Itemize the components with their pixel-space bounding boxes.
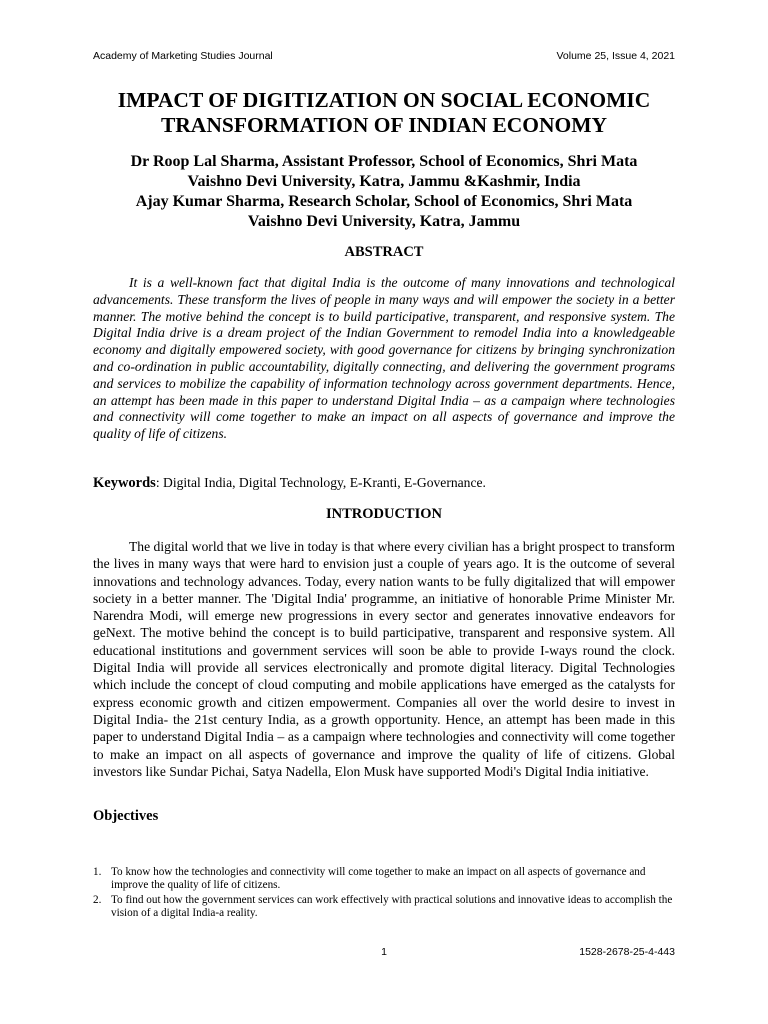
list-item-text: To know how the technologies and connectivity will come together to make an impact on all aspects of governance and improve the quality of life of citizens. [111, 866, 646, 892]
list-item-number: 2. [93, 893, 102, 906]
abstract-text: It is a well-known fact that digital India is the outcome of many innovations and technological advancements. These transform the lives of people in many ways and will empower the society in a better manner. The motive behind the concept is to build participative, transparent, and responsive system. The Digital India drive is a dream project of the Indian Government to remodel India into a knowledgeable economy and digitally empowered society, with good governance for citizens by bringing synchronization and co-ordination in public accountability, digitally connecting, and delivering the government programs and services to mobilize the capability of information technology across government departments. Hence, an attempt has been made in this paper to understand Digital India – as a campaign where technologies and connectivity will come together to make an impact on all aspects of governance and improve the quality of life of citizens. [93, 275, 675, 442]
abstract-heading: ABSTRACT [344, 244, 424, 260]
title-line-1: IMPACT OF DIGITIZATION ON SOCIAL ECONOMIC [117, 88, 651, 112]
paper-title [80, 88, 688, 138]
author-block [80, 152, 688, 232]
author-line-4: Vaishno Devi University, Katra, Jammu [247, 213, 521, 230]
author-line-1: Dr Roop Lal Sharma, Assistant Professor, School of Economics, Shri Mata [130, 153, 638, 170]
keywords [93, 475, 675, 492]
introduction-text: The digital world that we live in today is that where every civilian has a bright prospect to transform the lives in many ways that were hard to envision just a couple of years ago. It is the outcome of several innovations and technology advances. Today, every nation wants to be fully digitalized that will empower society in a better manner. The 'Digital India' programme, an initiative of honorable Prime Minister Mr. Narendra Modi, will emerge new progressions in every sector and generates innovative endeavors for geNext. The motive behind the concept is to build participative, transparent and responsive system. All educational institutions and government services will soon be able to provide I-ways round the clock. Digital India will provide all services electronically and promote digital literacy. Digital Technologies which include the concept of cloud computing and mobile applications have emerged as the catalysts for express economic growth and citizen empowerment. Companies all over the world desire to invest in Digital India- the 21st century India, as a growth opportunity. Hence, an attempt has been made in this paper to understand Digital India – as a campaign where technologies and connectivity will come together to make an impact on all aspects of governance and improve the quality of life of citizens. Global investors like Sundar Pichai, Satya Nadella, Elon Musk have supported Modi's Digital India initiative. [93, 539, 675, 779]
author-line-3: Ajay Kumar Sharma, Research Scholar, School of Economics, Shri Mata [135, 193, 633, 210]
objectives-heading: Objectives [93, 808, 159, 824]
list-item [93, 866, 675, 893]
list-item [93, 894, 675, 921]
keywords-text: : Digital India, Digital Technology, E-Kranti, E-Governance. [155, 475, 486, 490]
title-line-2: TRANSFORMATION OF INDIAN ECONOMY [160, 113, 608, 137]
volume-issue: Volume 25, Issue 4, 2021 [556, 50, 675, 62]
article-id: 1528-2678-25-4-443 [579, 946, 675, 958]
list-item-text: To find out how the government services can work effectively with practical solutions and innovative ideas to accomplish the vision of a digital India-a reality. [111, 893, 673, 920]
list-item-number: 1. [93, 866, 102, 878]
objectives-list [93, 866, 675, 922]
page-number: 1 [381, 946, 387, 958]
journal-name: Academy of Marketing Studies Journal [93, 50, 273, 62]
keywords-label: Keywords [93, 475, 156, 491]
author-line-2: Vaishno Devi University, Katra, Jammu &Kashmir, India [187, 173, 581, 190]
introduction-heading: INTRODUCTION [325, 506, 442, 522]
running-header [93, 50, 675, 62]
